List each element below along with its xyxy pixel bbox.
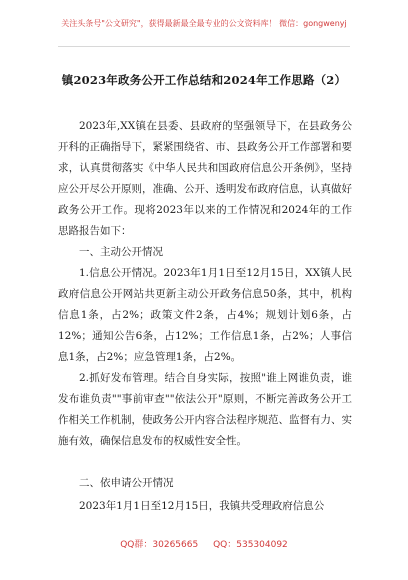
header-divider <box>58 46 350 47</box>
section-heading-active-disclosure: 一、主动公开情况 <box>79 246 163 258</box>
footer-qq: QQ：535304092 <box>213 540 288 550</box>
header-promo-text: 关注头条号"公文研究"，获得最新最全最专业的公文资料库！ 微信：gongwenyj <box>61 19 347 28</box>
footer-qq-group: QQ群：30265665 <box>120 540 199 550</box>
paragraph-request-disclosure: 2023年1月1日至12月15日，我镇共受理政府信息公 <box>79 500 325 512</box>
document-title: 镇2023年政务公开工作总结和2024年工作思路（2） <box>61 73 347 87</box>
paragraph-intro: 2023年,XX镇在县委、县政府的坚强领导下，在县政务公开科的正确指导下，紧紧围绕省、市、县政务公开工作部署和要求，认真贯彻落实《中华人民共和国政府信息公开条例》，坚持应公开尽公开原则，准确、公开、透明发布政府信息，认真做好政务公开工作。现将2023年以来的工作情况和2024年的工作思路报告如下： <box>58 120 352 237</box>
paragraph-release-management: 2.抓好发布管理。结合自身实际，按照"谁上网谁负责，谁发布谁负责""事前审查""依法公开"原则，不断完善政务公开工作相关工作机制，使政务公开内容合法程序规范、监督有力、实施有效，确保信息发布的权威性安全性。 <box>58 372 352 447</box>
section-heading-request-disclosure: 二、依申请公开情况 <box>79 477 174 489</box>
paragraph-info-disclosure: 1.信息公开情况。2023年1月1日至12月15日，XX镇人民政府信息公开网站共更新主动公开政务信息50条，其中，机构信息1条，占2%；政策文件2条，占4%；规划计划6条，占12%；通知公告6条，占12%；工作信息1条，占2%；人事信息1条，占2%；应急管理1条，占2%。 <box>58 267 352 363</box>
footer-contact <box>0 537 408 550</box>
